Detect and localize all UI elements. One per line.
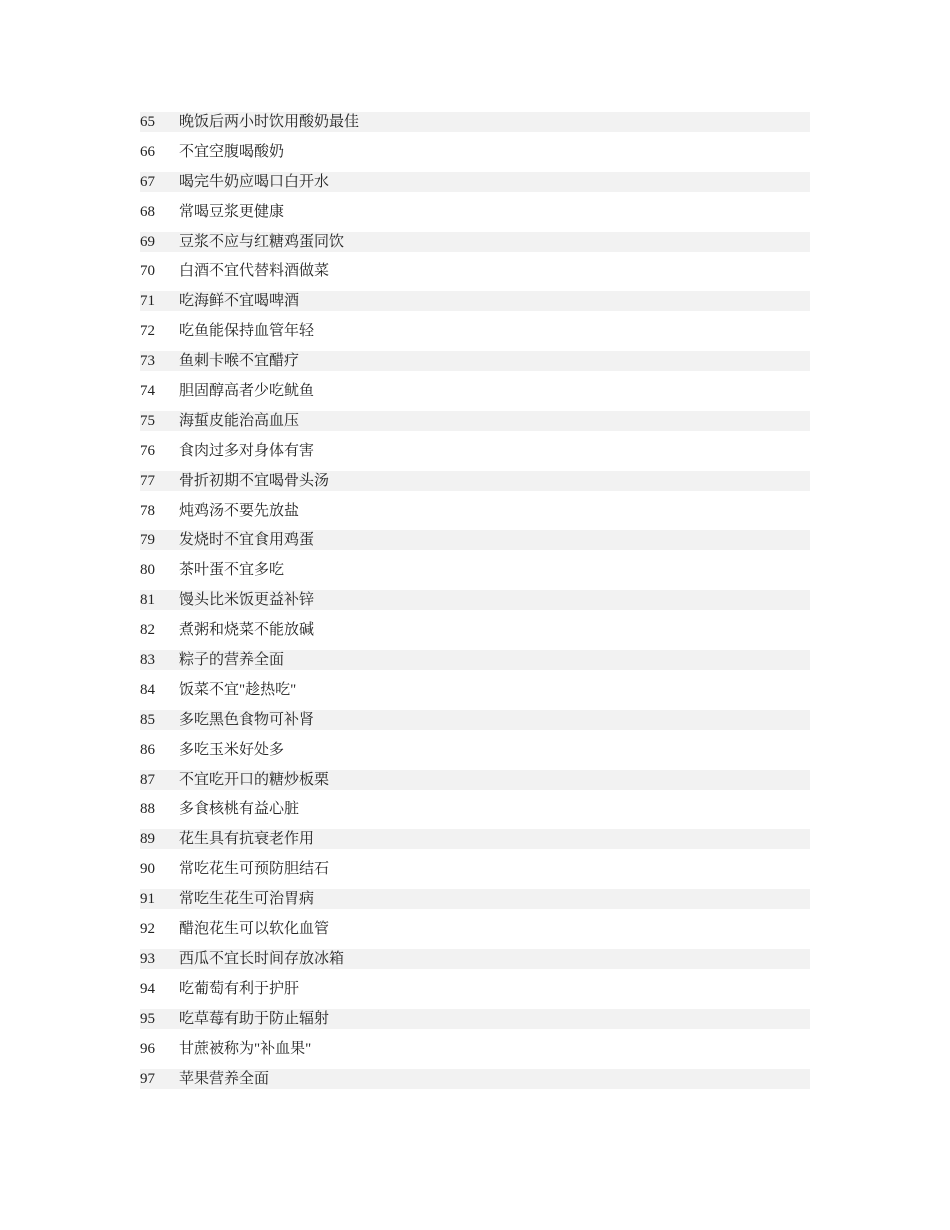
- list-item: [140, 650, 810, 670]
- entry-number: 87: [140, 771, 155, 788]
- table-of-contents: [140, 112, 810, 1098]
- entry-title: 茶叶蛋不宜多吃: [179, 562, 285, 579]
- entry-title: 西瓜不宜长时间存放冰箱: [179, 950, 345, 967]
- list-item: [140, 949, 810, 969]
- list-item: [140, 202, 810, 222]
- entry-number: 97: [140, 1070, 155, 1087]
- entry-number: 86: [140, 741, 155, 758]
- entry-number: 73: [140, 353, 155, 370]
- entry-number: 84: [140, 681, 155, 698]
- list-item: [140, 112, 810, 132]
- list-item: [140, 471, 810, 491]
- entry-title: 不宜吃开口的糖炒板栗: [179, 771, 330, 788]
- entry-title: 晚饭后两小时饮用酸奶最佳: [179, 114, 360, 130]
- entry-title: 常吃花生可预防胆结石: [179, 861, 330, 878]
- entry-number: 77: [140, 472, 155, 489]
- entry-number: 92: [140, 921, 155, 938]
- entry-title: 饭菜不宜"趁热吃": [179, 681, 297, 698]
- list-item: [140, 142, 810, 162]
- entry-title: 多吃黑色食物可补肾: [179, 711, 315, 728]
- entry-title: 胆固醇高者少吃鱿鱼: [179, 383, 315, 400]
- entry-number: 74: [140, 383, 155, 400]
- list-item: [140, 441, 810, 461]
- entry-number: 94: [140, 980, 155, 997]
- entry-title: 喝完牛奶应喝口白开水: [179, 173, 330, 190]
- entry-number: 78: [140, 502, 155, 519]
- list-item: [140, 889, 810, 909]
- list-item: [140, 501, 810, 521]
- entry-title: 馒头比米饭更益补锌: [179, 592, 315, 609]
- list-item: [140, 979, 810, 999]
- entry-title: 不宜空腹喝酸奶: [179, 143, 285, 160]
- entry-title: 多吃玉米好处多: [179, 741, 285, 758]
- entry-number: 65: [140, 114, 155, 130]
- entry-number: 89: [140, 831, 155, 848]
- entry-number: 72: [140, 323, 155, 340]
- entry-number: 69: [140, 233, 155, 250]
- list-item: [140, 321, 810, 341]
- entry-number: 88: [140, 801, 155, 818]
- entry-title: 白酒不宜代替料酒做菜: [179, 263, 330, 280]
- list-item: [140, 919, 810, 939]
- entry-title: 多食核桃有益心脏: [179, 801, 300, 818]
- list-item: [140, 261, 810, 281]
- entry-title: 鱼刺卡喉不宜醋疗: [179, 353, 300, 370]
- entry-title: 吃草莓有助于防止辐射: [179, 1010, 330, 1027]
- list-item: [140, 590, 810, 610]
- entry-title: 粽子的营养全面: [179, 652, 285, 669]
- entry-title: 食肉过多对身体有害: [179, 442, 315, 459]
- entry-title: 吃鱼能保持血管年轻: [179, 323, 315, 340]
- entry-number: 75: [140, 412, 155, 429]
- entry-number: 82: [140, 622, 155, 639]
- entry-title: 豆浆不应与红糖鸡蛋同饮: [179, 233, 345, 250]
- entry-title: 常喝豆浆更健康: [179, 203, 285, 220]
- list-item: [140, 859, 810, 879]
- list-item: [140, 620, 810, 640]
- entry-number: 79: [140, 532, 155, 549]
- entry-title: 炖鸡汤不要先放盐: [179, 502, 300, 519]
- entry-number: 70: [140, 263, 155, 280]
- list-item: [140, 381, 810, 401]
- entry-title: 发烧时不宜食用鸡蛋: [179, 532, 315, 549]
- entry-number: 80: [140, 562, 155, 579]
- entry-title: 醋泡花生可以软化血管: [179, 921, 330, 938]
- list-item: [140, 411, 810, 431]
- list-item: [140, 1039, 810, 1059]
- entry-title: 吃葡萄有利于护肝: [179, 980, 300, 997]
- entry-number: 83: [140, 652, 155, 669]
- list-item: [140, 560, 810, 580]
- entry-title: 海蜇皮能治高血压: [179, 412, 300, 429]
- entry-title: 苹果营养全面: [179, 1070, 270, 1087]
- entry-title: 吃海鲜不宜喝啤酒: [179, 293, 300, 310]
- list-item: [140, 1009, 810, 1029]
- entry-number: 81: [140, 592, 155, 609]
- entry-title: 花生具有抗衰老作用: [179, 831, 315, 848]
- entry-title: 骨折初期不宜喝骨头汤: [179, 472, 330, 489]
- entry-number: 90: [140, 861, 155, 878]
- list-item: [140, 740, 810, 760]
- entry-title: 煮粥和烧菜不能放碱: [179, 622, 315, 639]
- list-item: [140, 829, 810, 849]
- list-item: [140, 232, 810, 252]
- list-item: [140, 1069, 810, 1089]
- entry-number: 95: [140, 1010, 155, 1027]
- entry-number: 68: [140, 203, 155, 220]
- entry-title: 常吃生花生可治胃病: [179, 891, 315, 908]
- entry-number: 96: [140, 1040, 155, 1057]
- list-item: [140, 680, 810, 700]
- entry-number: 67: [140, 173, 155, 190]
- list-item: [140, 799, 810, 819]
- list-item: [140, 291, 810, 311]
- list-item: [140, 770, 810, 790]
- entry-number: 66: [140, 143, 155, 160]
- list-item: [140, 530, 810, 550]
- entry-number: 91: [140, 891, 155, 908]
- entry-number: 76: [140, 442, 155, 459]
- list-item: [140, 351, 810, 371]
- entry-number: 93: [140, 950, 155, 967]
- list-item: [140, 710, 810, 730]
- list-item: [140, 172, 810, 192]
- entry-title: 甘蔗被称为"补血果": [179, 1040, 312, 1057]
- entry-number: 85: [140, 711, 155, 728]
- entry-number: 71: [140, 293, 155, 310]
